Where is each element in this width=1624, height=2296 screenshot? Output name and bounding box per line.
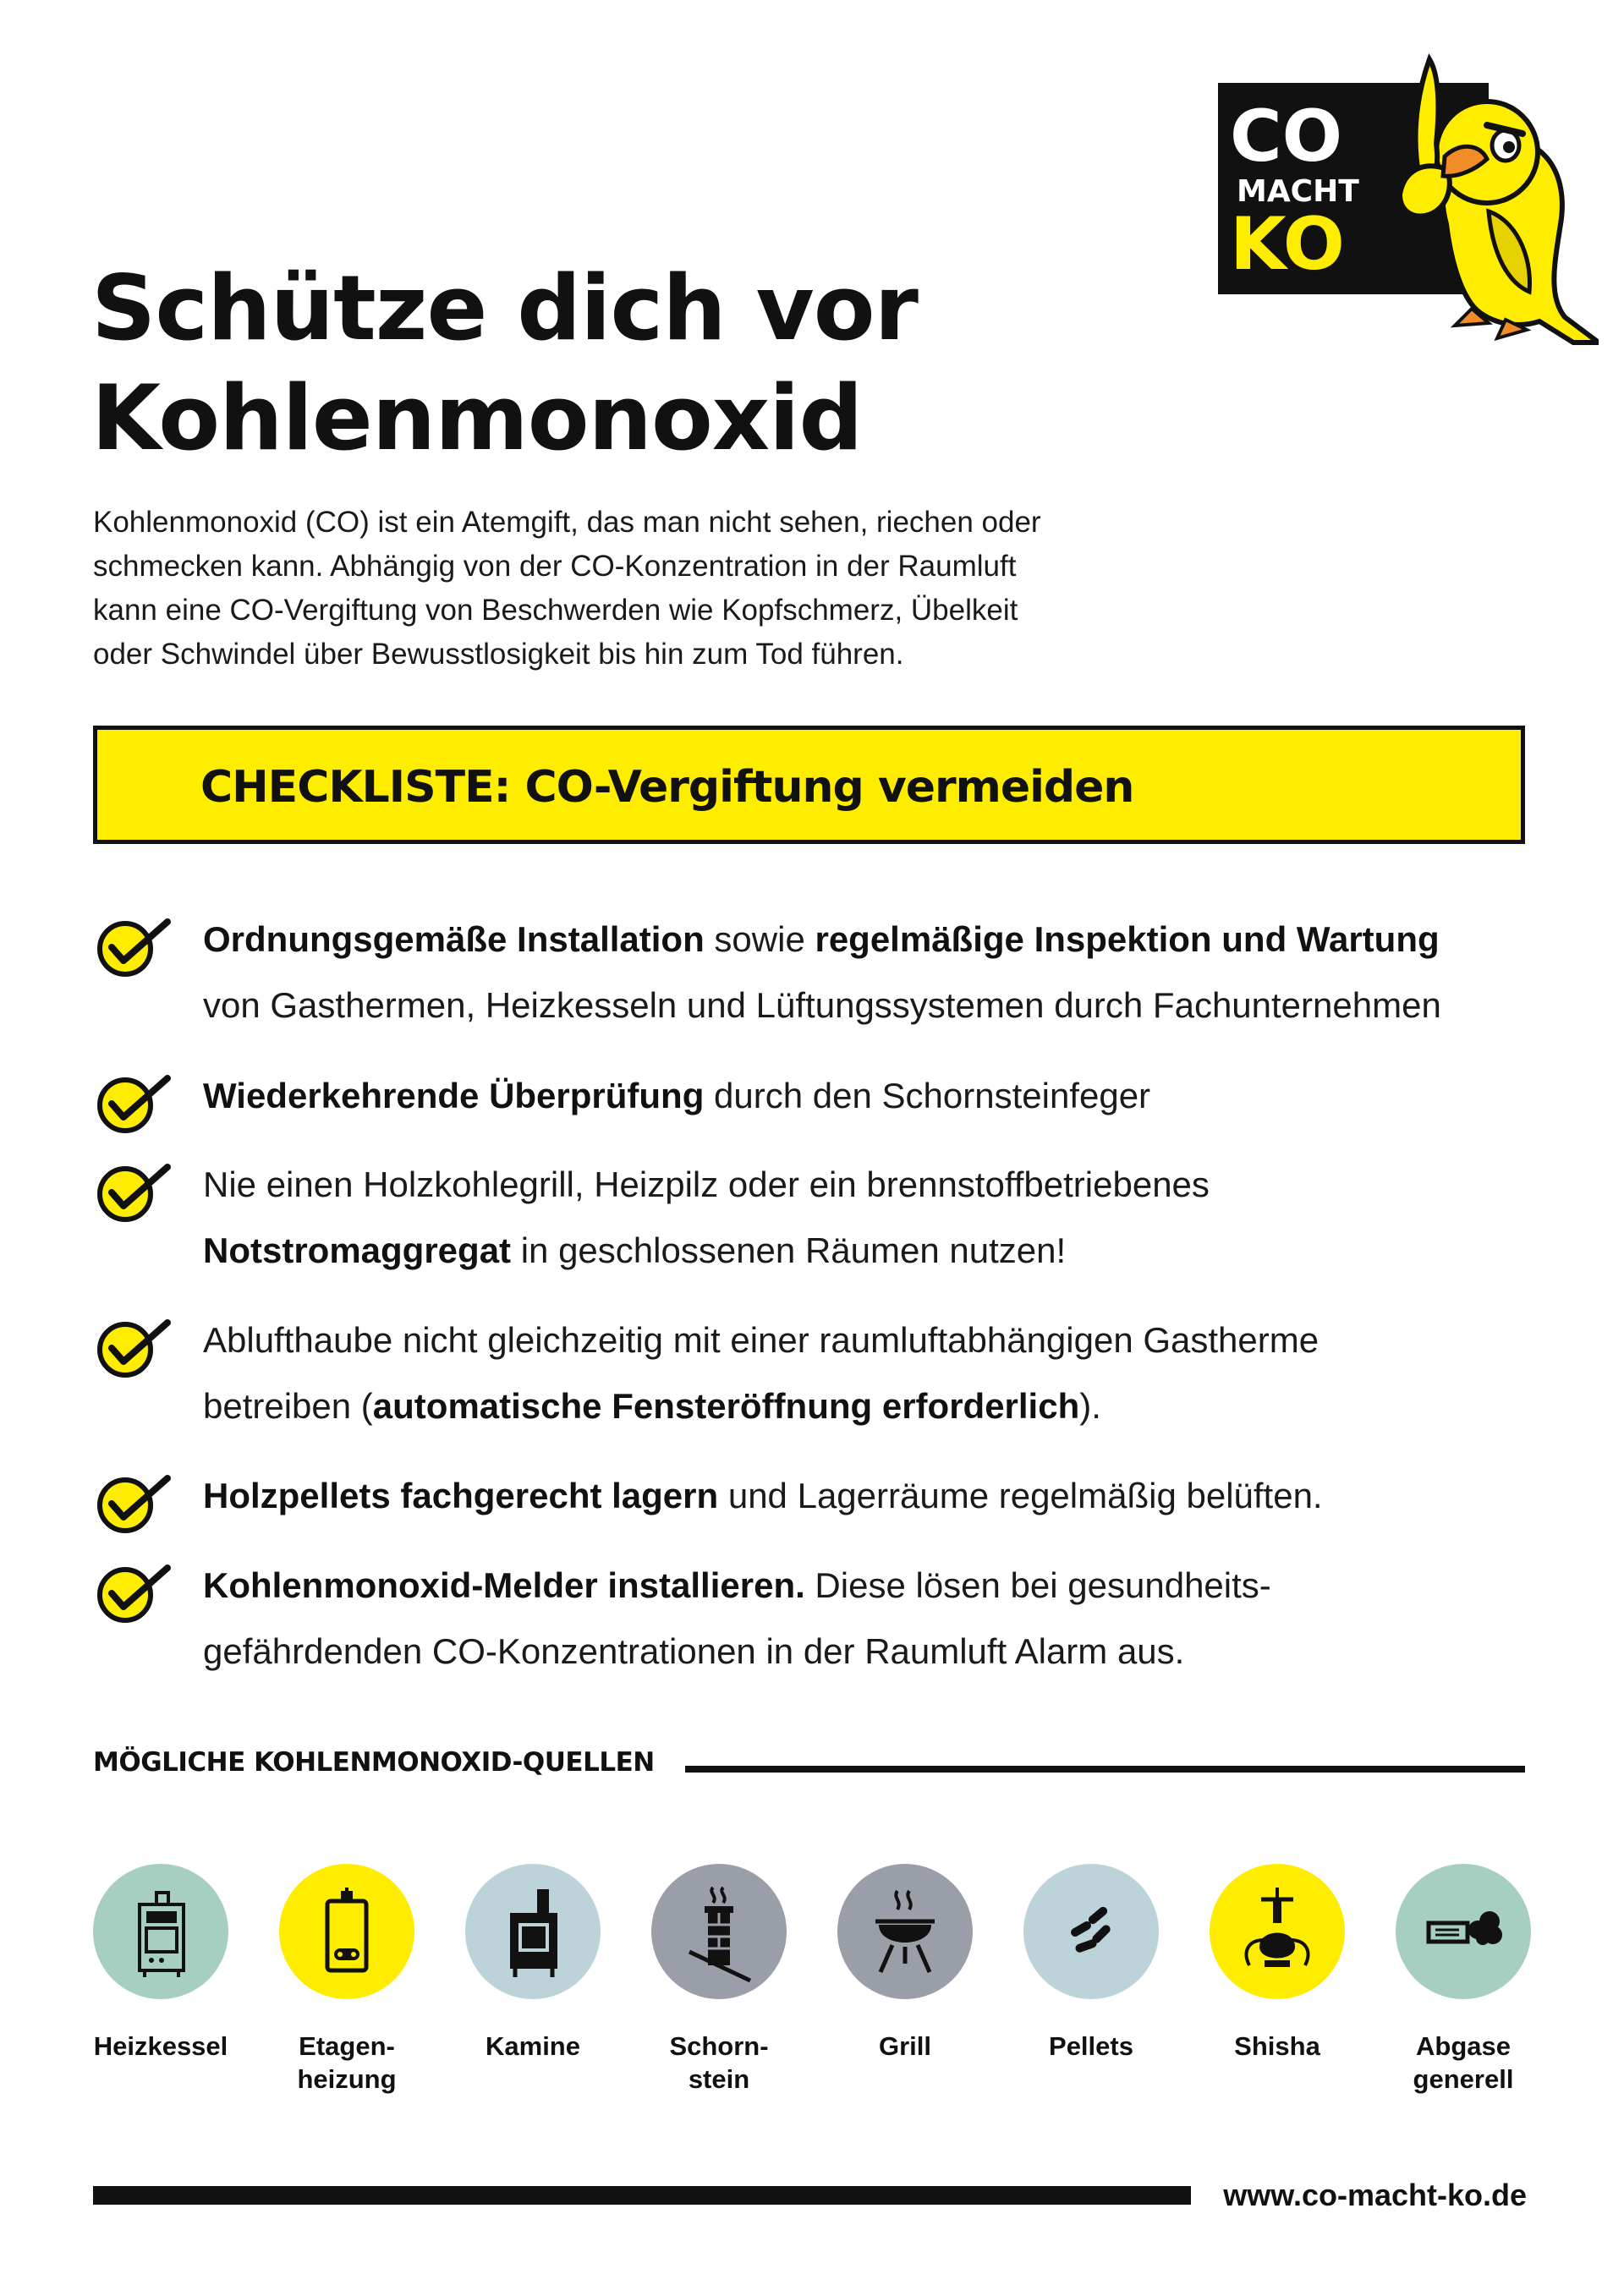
source-schornstein — [626, 1864, 812, 2096]
checklist-item-text: Holzpellets fachgerecht lagern und Lagerräume regelmäßig belüften. — [203, 1476, 1323, 1515]
website-link[interactable]: www.co-macht-ko.de — [1223, 2178, 1527, 2212]
source-circle — [1023, 1864, 1159, 1999]
title-line-1: Schütze dich vor — [91, 256, 918, 360]
source-kamine — [440, 1864, 626, 2063]
svg-text:KO: KO — [1230, 202, 1345, 287]
shisha-icon — [1231, 1881, 1324, 1982]
stove-icon — [486, 1881, 579, 1982]
intro-line: schmecken kann. Abhängig von der CO-Konzentration in der Raumluft — [93, 550, 1017, 583]
source-label: Schorn- stein — [669, 2031, 769, 2094]
source-circle — [1210, 1864, 1345, 1999]
source-circle — [93, 1864, 228, 1999]
svg-text:CO: CO — [1230, 95, 1343, 178]
checkmark-icon — [93, 1316, 173, 1380]
source-label: Etagen- heizung — [297, 2031, 397, 2094]
source-shisha — [1184, 1864, 1370, 2063]
source-circle — [279, 1864, 414, 1999]
source-circle — [1396, 1864, 1531, 1999]
source-circle — [465, 1864, 601, 1999]
source-abgase — [1370, 1864, 1556, 2096]
intro-line: oder Schwindel über Bewusstlosigkeit bis hin zum Tod führen. — [93, 638, 904, 671]
source-grill — [812, 1864, 998, 2063]
co-macht-ko-logo — [1218, 51, 1599, 364]
source-heizkessel — [68, 1864, 254, 2063]
checklist-item-text: Ordnungsgemäße Installation sowie regelmäßige Inspektion und Wartung von Gasthermen, Heizkesseln und Lüftungssystemen durch Fachunternehmen — [203, 919, 1441, 1025]
exhaust-icon — [1417, 1881, 1510, 1982]
source-label: Heizkessel — [93, 2031, 228, 2061]
footer-bar — [93, 2186, 1191, 2205]
checklist-item-text: Nie einen Holzkohlegrill, Heizpilz oder ein brennstoffbetriebenes Notstromaggregat in geschlossenen Räumen nutzen! — [203, 1164, 1210, 1270]
checkmark-icon — [93, 915, 173, 979]
source-pellets — [998, 1864, 1184, 2063]
source-etagenheizung — [254, 1864, 440, 2096]
chimney-icon — [672, 1881, 765, 1982]
checklist-item-text: Ablufthaube nicht gleichzeitig mit einer raumluftabhängigen Gastherme betreiben (automatische Fensteröffnung erforderlich). — [203, 1320, 1320, 1426]
pellets-icon — [1045, 1881, 1138, 1982]
checkmark-icon — [93, 1160, 173, 1225]
source-label: Pellets — [1049, 2031, 1133, 2061]
source-label: Shisha — [1234, 2031, 1320, 2061]
checkmark-icon — [93, 1561, 173, 1625]
source-label: Kamine — [486, 2031, 580, 2061]
boiler-icon — [114, 1881, 207, 1982]
source-label: Grill — [878, 2031, 931, 2061]
page-title — [91, 254, 1191, 474]
checklist-banner — [93, 726, 1525, 844]
checklist-title: CHECKLISTE: CO-Vergiftung vermeiden — [200, 762, 1134, 813]
checkmark-icon — [93, 1071, 173, 1136]
source-circle — [651, 1864, 787, 1999]
wall-heater-icon — [300, 1881, 393, 1982]
intro-line: kann eine CO-Vergiftung von Beschwerden wie Kopfschmerz, Übelkeit — [93, 594, 1018, 627]
checklist-item-text: Kohlenmonoxid-Melder installieren. Diese lösen bei gesundheits- gefährdenden CO-Konzentrationen in der Raumluft Alarm aus. — [203, 1565, 1271, 1671]
intro-paragraph — [93, 501, 1193, 677]
checklist-item-text: Wiederkehrende Überprüfung durch den Schornsteinfeger — [203, 1076, 1151, 1115]
sources-heading: MÖGLICHE KOHLENMONOXID-QUELLEN — [93, 1747, 655, 1778]
source-circle — [837, 1864, 973, 1999]
checkmark-icon — [93, 1471, 173, 1536]
intro-line: Kohlenmonoxid (CO) ist ein Atemgift, das man nicht sehen, riechen oder — [93, 506, 1041, 539]
svg-text:MACHT: MACHT — [1237, 174, 1359, 209]
grill-icon — [859, 1881, 952, 1982]
source-label: Abgase generell — [1413, 2031, 1514, 2094]
sources-divider — [685, 1766, 1525, 1773]
title-line-2: Kohlenmonoxid — [91, 366, 863, 470]
